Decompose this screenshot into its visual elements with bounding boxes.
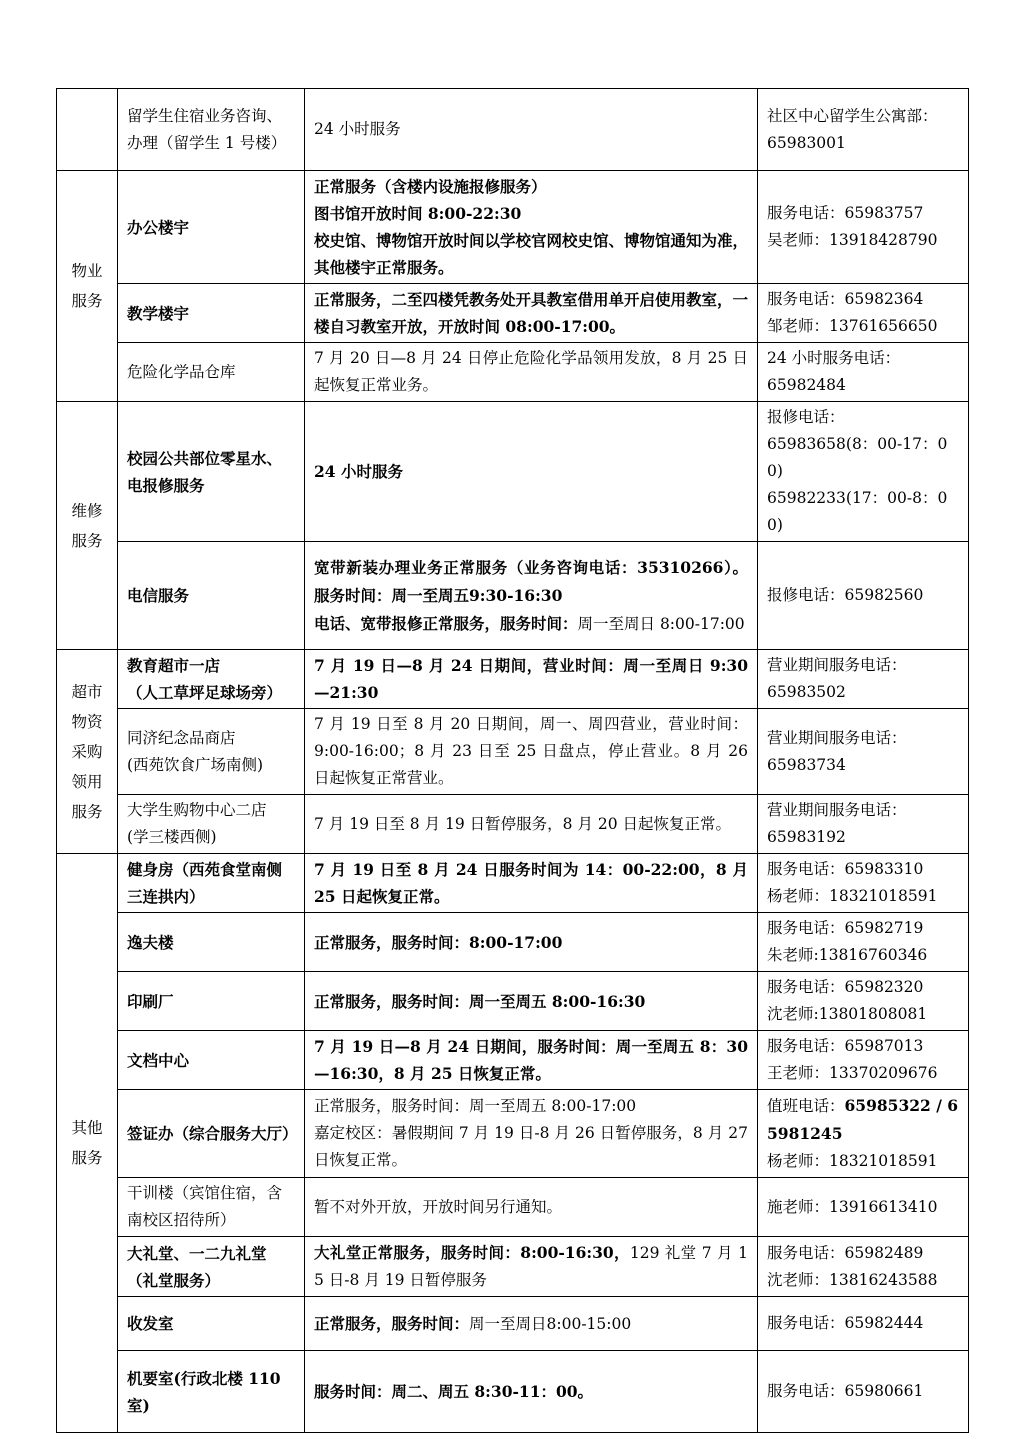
category-repair: 维修服务 [57,402,118,650]
table-row [57,854,969,913]
service-hours: 7 月 19 日—8 月 24 日期间，服务时间：周一至周五 8：30—16:30，8 月 25 日恢复正常。 [305,1031,758,1090]
name-line: 大学生购物中心二店 [127,801,267,819]
service-contact: 服务电话：65982444 [758,1297,969,1351]
table-row [57,650,969,709]
name-line: (学三楼西侧) [127,828,217,846]
contact-line: 沈老师：13816243588 [767,1270,938,1289]
contact-line: 报修电话： [767,408,845,426]
table-row [57,1237,969,1297]
table-row [57,284,969,343]
hours-line: 周一至周日8:00-15:00 [469,1314,632,1333]
contact-line: 杨老师：18321018591 [767,1152,938,1170]
hours-line: 电话、宽带报修正常服务，服务时间： [314,613,578,633]
service-name: 办公楼宇 [118,171,305,284]
service-name: 文档中心 [118,1031,305,1090]
contact-line: 邹老师：13761656650 [767,317,938,335]
service-name [118,709,305,795]
name-line: （人工草坪足球场旁） [127,683,283,702]
table-row [57,1351,969,1433]
contact-line: 65985322 / 65981245 [767,1096,959,1143]
service-hours: 7 月 19 日至 8 月 20 日期间，周一、周四营业，营业时间：9:00-16:00；8 月 23 日至 25 日盘点，停止营业。8 月 26 日起恢复正常营业。 [305,709,758,795]
hours-line: 正常服务，服务时间： [314,1313,470,1333]
service-name: 机要室(行政北楼 110 室) [118,1351,305,1433]
service-name: 干训楼（宾馆住宿，含南校区招待所） [118,1178,305,1237]
table-row [57,709,969,795]
table-row [57,343,969,402]
service-hours [305,542,758,650]
contact-line: 服务电话：65982320 [767,978,924,996]
contact-line: 服务电话：65983757 [767,204,924,222]
service-contact [758,972,969,1031]
contact-line: 65983502 [767,683,846,701]
service-contact [758,1237,969,1297]
table-row [57,1090,969,1178]
name-line: 同济纪念品商店 [127,728,236,747]
service-hours: 7 月 20 日—8 月 24 日停止危险化学品领用发放，8 月 25 日起恢复正常业务。 [305,343,758,402]
service-name: 危险化学品仓库 [118,343,305,402]
service-hours: 7 月 19 日—8 月 24 日期间，营业时间：周一至周日 9:30—21:30 [305,650,758,709]
contact-line: 社区中心留学生公寓部： [767,106,938,125]
service-contact: 服务电话：65980661 [758,1351,969,1433]
table-row [57,89,969,171]
service-name: 健身房（西苑食堂南侧三连拱内） [118,854,305,913]
name-line: (西苑饮食广场南侧) [127,755,264,774]
service-name: 校园公共部位零星水、电报修服务 [118,402,305,542]
contact-line: 服务电话：65987013 [767,1037,924,1055]
table-row [57,1031,969,1090]
service-contact [758,709,969,795]
service-name [118,795,305,854]
contact-line: 营业期间服务电话： [767,728,907,747]
name-line: 教育超市一店 [127,656,221,675]
category-property: 物业服务 [57,171,118,402]
service-hours: 正常服务，服务时间：周一至周五 8:00-16:30 [305,972,758,1031]
service-hours: 7 月 19 日至 8 月 19 日暂停服务，8 月 20 日起恢复正常。 [305,795,758,854]
service-contact [758,1031,969,1090]
service-hours [305,1237,758,1297]
service-hours [305,1090,758,1178]
hours-line: 宽带新装办理业务正常服务（业务咨询电话：35310266）。服务时间：周一至周五9:30-16:30 [314,557,748,605]
service-name: 电信服务 [118,542,305,650]
contact-line: 朱老师:13816760346 [767,946,928,964]
service-hours: 7 月 19 日至 8 月 24 日服务时间为 14：00-22:00，8 月 25 日起恢复正常。 [305,854,758,913]
category-cell [57,89,118,171]
contact-line: 营业期间服务电话： [767,801,907,819]
hours-line: 正常服务（含楼内设施报修服务） [314,177,547,196]
contact-line: 王老师：13370209676 [767,1064,938,1082]
service-name: 印刷厂 [118,972,305,1031]
table-row [57,972,969,1031]
service-hours: 服务时间：周二、周五 8:30-11：00。 [305,1351,758,1433]
service-contact [758,650,969,709]
service-hours [305,171,758,284]
table-row [57,1178,969,1237]
service-hours: 正常服务，服务时间：8:00-17:00 [305,913,758,972]
service-name: 签证办（综合服务大厅） [118,1090,305,1178]
service-name: 教学楼宇 [118,284,305,343]
contact-line: 24 小时服务电话： [767,349,901,367]
service-contact [758,854,969,913]
service-contact: 施老师：13916613410 [758,1178,969,1237]
contact-line: 65982484 [767,376,846,394]
table-row [57,171,969,284]
service-hours [305,1297,758,1351]
table-row [57,795,969,854]
category-supermarket: 超市物资采购领用服务 [57,650,118,854]
service-contact [758,402,969,542]
service-contact [758,343,969,402]
table-row [57,1297,969,1351]
service-hours: 24 小时服务 [305,89,758,171]
contact-line: 服务电话：65982364 [767,290,924,308]
service-contact [758,795,969,854]
hours-line: 大礼堂正常服务，服务时间：8:00-16:30， [314,1243,630,1262]
category-other: 其他服务 [57,854,118,1433]
service-table [56,88,969,1433]
table-row [57,913,969,972]
service-name: 留学生住宿业务咨询、办理（留学生 1 号楼） [118,89,305,171]
service-contact [758,1090,969,1178]
service-contact [758,171,969,284]
hours-line: 图书馆开放时间 8:00-22:30 [314,204,522,223]
contact-line: 65983658(8：00-17：00) [767,435,948,480]
contact-line: 杨老师：18321018591 [767,887,938,905]
service-name [118,650,305,709]
service-name: 逸夫楼 [118,913,305,972]
hours-line: 校史馆、博物馆开放时间以学校官网校史馆、博物馆通知为准，其他楼宇正常服务。 [314,231,749,277]
contact-line: 65983192 [767,828,846,846]
table-row [57,542,969,650]
contact-line: 65983001 [767,133,846,152]
service-contact [758,913,969,972]
contact-line: 服务电话：65983310 [767,860,924,878]
service-contact: 报修电话：65982560 [758,542,969,650]
service-name: 收发室 [118,1297,305,1351]
contact-line: 值班电话： [767,1097,845,1115]
contact-line: 营业期间服务电话： [767,656,907,674]
contact-line: 65983734 [767,755,846,774]
service-contact [758,284,969,343]
table-row [57,402,969,542]
service-name: 大礼堂、一二九礼堂（礼堂服务） [118,1237,305,1297]
contact-line: 吴老师：13918428790 [767,231,938,249]
hours-line: 嘉定校区：暑假期间 7 月 19 日-8 月 26 日暂停服务，8 月 27 日恢复正常。 [314,1124,748,1169]
service-hours: 暂不对外开放，开放时间另行通知。 [305,1178,758,1237]
contact-line: 沈老师:13801808081 [767,1005,928,1023]
contact-line: 服务电话：65982489 [767,1243,924,1262]
hours-line: 周一至周日 8:00-17:00 [577,614,745,633]
service-hours: 正常服务，二至四楼凭教务处开具教室借用单开启使用教室，一楼自习教室开放，开放时间 08:00-17:00。 [305,284,758,343]
hours-line: 129 礼堂 7 月 15 日-8 月 19 日暂停服务 [314,1244,748,1289]
service-contact [758,89,969,171]
service-hours: 24 小时服务 [305,402,758,542]
contact-line: 服务电话：65982719 [767,919,924,937]
contact-line: 65982233(17：00-8：00) [767,489,948,534]
hours-line: 正常服务，服务时间：周一至周五 8:00-17:00 [314,1097,637,1115]
